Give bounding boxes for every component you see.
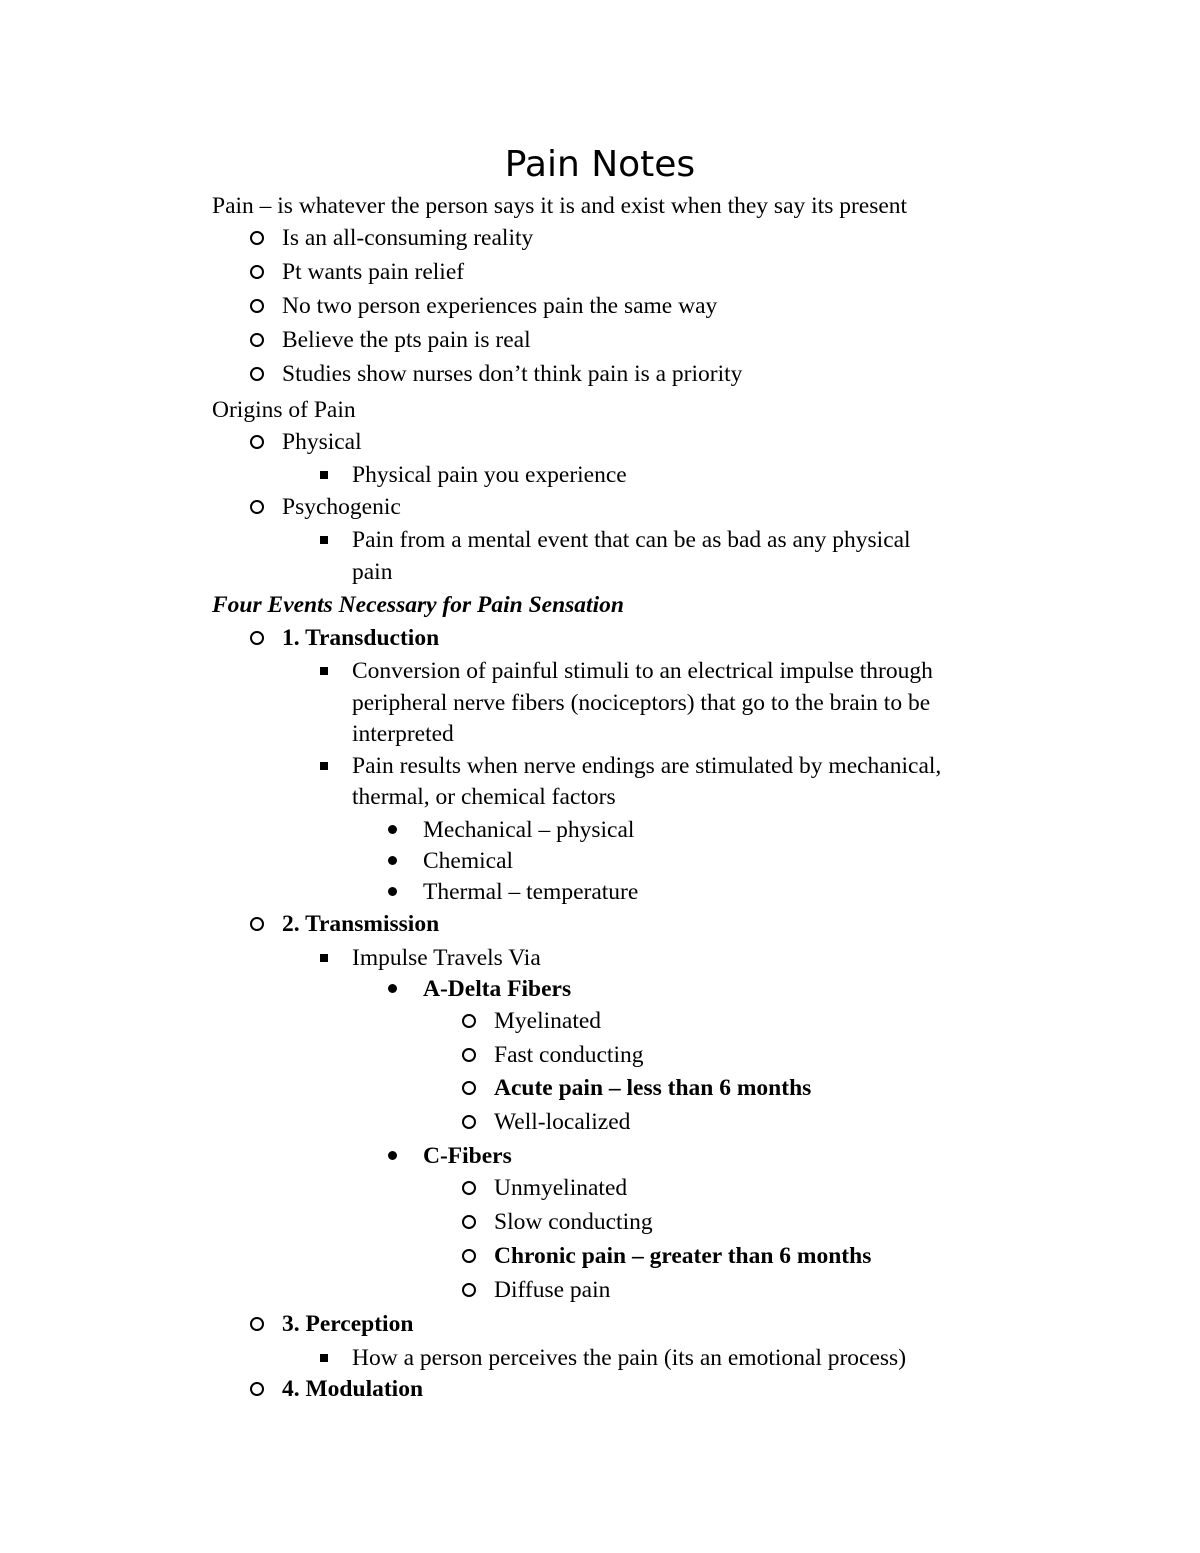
page-title: Pain Notes	[504, 144, 696, 185]
